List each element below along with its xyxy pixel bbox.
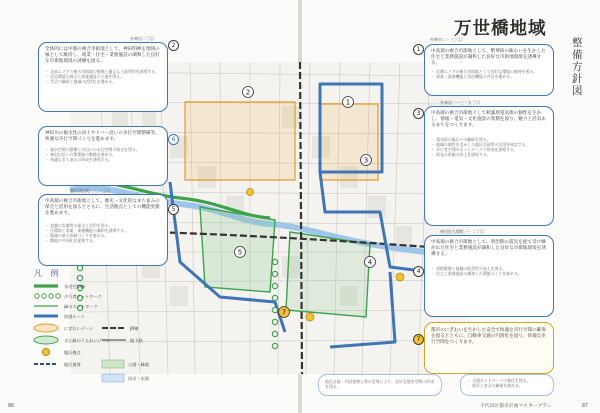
legend: [32, 282, 160, 390]
map-title: 万世橋地域: [454, 19, 547, 39]
callout-1-tag: 外神田二・三丁目: [430, 37, 462, 42]
legend-label: 地区拠点: [64, 350, 81, 355]
legend-label: 水と緑のうるおいゾーン: [64, 338, 110, 343]
legend-swatch-green-dots: [35, 294, 60, 298]
page-number-right: 87: [582, 404, 589, 409]
legend-label: 水辺空間軸: [64, 284, 85, 289]
callout-3-tag: 外神田一〜三・五丁目: [440, 100, 480, 105]
svg-text:1: 1: [345, 98, 351, 107]
legend-label: 地区境界: [64, 362, 81, 367]
legend-label: 緑のネットワーク: [64, 304, 98, 309]
callout-4-text: 中高層の複合市街地として、明治期の震災を経て受け継がれた住宅と業務施設が調和した良好な市街地環境を誘導する。: [431, 240, 546, 258]
callout-2-sub: ・ 北部エリアの複合市街地の整備と適正な土地利用を誘導する。 ・ 住居環境の保全と商業施設の立地を図る。 ・ 生活の継続と地域の活性化を進める。: [45, 69, 160, 84]
bottom-note: [318, 374, 442, 396]
callout-6-number: 6: [168, 134, 179, 145]
callout-7-text: 都市のにぎわいを生かした安全で快適な歩行空間の確保を図るとともに、自動車交通の円滑化を図り、快適な歩行空間をつくります。: [431, 328, 546, 346]
legend-label: 回遊ルート: [64, 314, 85, 319]
legend-swatch-yellow-dot: [43, 349, 50, 356]
callout-7-number: 7: [413, 334, 424, 345]
green-zone-south: [286, 232, 370, 317]
legend-title: 凡 例: [34, 269, 62, 278]
callout-2-tag: 外神田二丁目: [130, 36, 154, 41]
busy-zone-east: [320, 104, 378, 180]
callout-3-number: 3: [413, 108, 424, 119]
page-number-left: 86: [8, 404, 15, 409]
svg-text:5: 5: [237, 248, 243, 257]
callout-2-number: 2: [168, 40, 179, 51]
callout-1-sub: ・ 近隣エリアの複合市街地として良好な環境の維持を図る。 ・ 商業・業務機能と居住機能の共存を進める。: [431, 69, 538, 79]
callout-4: [424, 235, 554, 317]
callout-right-sub: [460, 374, 554, 396]
legend-label: 地下鉄: [130, 338, 143, 343]
legend-swatch-water: [102, 374, 124, 382]
callout-6: [38, 126, 168, 186]
callout-7: [424, 322, 554, 374]
callout-5-text: 中高層の複合市街地として、歴史・文化的なまち並みの保全と活用を図るとともに、生活拠点としての機能更新を進めます。: [45, 199, 160, 217]
map-subtitle: 整備方針図: [572, 37, 583, 97]
legend-label: 公園・緑地: [128, 362, 149, 367]
callout-1: [424, 44, 554, 96]
legend-label: 歩行者ネットワーク: [64, 294, 102, 299]
legend-label: 河川・水面: [128, 376, 149, 381]
callout-6-text: 神田川の親水性の向上やリバー沿いの歩行空間整備等、快適な歩行空間づくりを進めます。: [45, 131, 160, 143]
callout-2: [38, 42, 168, 112]
svg-text:4: 4: [367, 258, 373, 267]
legend-label: にぎわいゾーン: [64, 326, 94, 331]
callout-4-tag: 神田佐久間町一・二丁目: [440, 229, 484, 234]
legend-swatch-park: [102, 360, 124, 368]
callout-1-number: 1: [413, 44, 424, 55]
callout-5-number: 5: [168, 204, 179, 215]
legend-swatch-orange-circle: [34, 324, 58, 332]
svg-text:2: 2: [245, 88, 251, 97]
callout-right-sub-text: ・ 交通ネットワークの強化を図る。 ・ 防災と安全の確保を進める。: [467, 378, 531, 388]
callout-3-text: 中高層の複合市街地として秋葉原電気街の個性を生かし、情報・電気・文化施設の集積を図り、魅力と活気あるまちをつくります。: [431, 111, 546, 129]
callout-5: [38, 194, 168, 266]
callout-4-number: 4: [413, 266, 424, 277]
footer-text: 千代田区都市計画マスタープラン: [480, 404, 552, 409]
callout-3-sub: ・ 電気街の賑わいの継続を図る。 ・ 地域の個性を活かした地区計画等の活用を検討する。 ・ 歩行者空間のネットワークの形成を誘導する。 ・ 街並み景観の向上を誘導する。: [431, 137, 530, 157]
svg-text:7: 7: [281, 308, 287, 317]
callout-4-sub: ・ 道路整備と地域の防災性の向上を図る。 ・ 住宅と業務施設の調和した環境づくりを進める。: [431, 266, 522, 276]
callout-6-sub: ・ 親水空間の整備と川沿いの水辺空間の保全を図る。 ・ 神田川沿いの散策路の整備を進める。 ・ 快適なまち並みの形成を誘導する。: [45, 147, 140, 162]
callout-2-text: 全体的には中層の複合市街地として、神田明神を地域の核として維持し、商業・住宅・業務施設の調和した良好な市街地環境の誘導を図る。: [45, 47, 160, 65]
busy-zone-north: [185, 102, 295, 180]
callout-1-text: 中高層の複合市街地として、繁華街の賑わいを生かした住宅と業務施設が調和した良好な市街地環境を誘導する。: [431, 49, 546, 67]
svg-text:3: 3: [363, 156, 369, 165]
callout-5-sub: ・ 老舗の店舗等の保全と活用を図る。 ・ 住環境と商業・業務機能の調和を誘導する。 ・ 地域の協力体制づくりを進める。 ・ 敷地の共同化を促進する。: [45, 223, 128, 243]
callout-3: [424, 106, 554, 226]
legend-label: JR線: [130, 326, 139, 331]
callout-5-tag: 神田須田町一・二丁目: [70, 188, 110, 193]
legend-swatch-green-circle: [34, 336, 58, 344]
bottom-note-text: 地区計画・共同建替え等の活用により、良好な都市空間の形成を図る。: [325, 379, 434, 389]
